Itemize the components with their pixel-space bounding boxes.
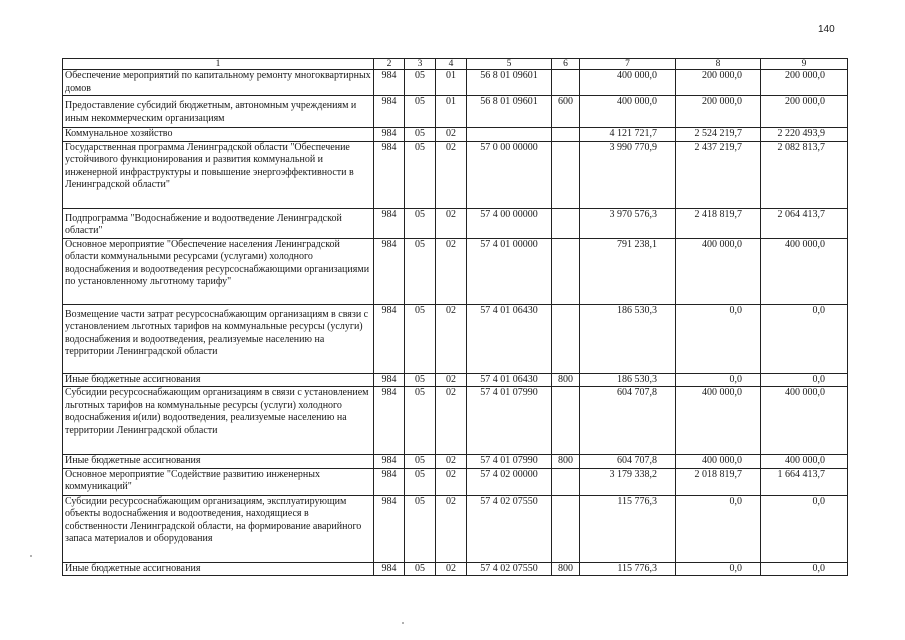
- row-section: 05: [405, 238, 436, 304]
- row-expense-type: [552, 495, 580, 562]
- page-number: 140: [818, 24, 835, 35]
- row-name: Иные бюджетные ассигнования: [63, 373, 374, 387]
- row-amount-9: 2 082 813,7: [761, 141, 848, 208]
- table-row: [63, 387, 848, 455]
- row-amount-9: 0,0: [761, 304, 848, 373]
- row-amount-8: 200 000,0: [676, 96, 761, 128]
- row-subsection: 02: [436, 468, 467, 495]
- row-expense-type: [552, 468, 580, 495]
- row-name: Основное мероприятие "Обеспечение населения Ленинградской области коммунальными ресурсами (услугами) холодного водоснабжения и водоотведения ресурсоснабжающими организациями по установленному льготному тарифу": [63, 238, 374, 304]
- row-expense-type: [552, 238, 580, 304]
- row-amount-8: 0,0: [676, 562, 761, 576]
- row-grbs: 984: [374, 128, 405, 142]
- row-section: 05: [405, 128, 436, 142]
- row-section: 05: [405, 141, 436, 208]
- row-subsection: 02: [436, 373, 467, 387]
- header-col-1: 1: [63, 59, 374, 70]
- header-col-4: 4: [436, 59, 467, 70]
- row-name: Субсидии ресурсоснабжающим организациям в связи с установлением льготных тарифов на коммунальные ресурсы (услуги) холодного водоснабжения и(или) водоотведения, реализуемые населению на территории Ленинградской области: [63, 387, 374, 455]
- row-amount-8: 2 437 219,7: [676, 141, 761, 208]
- row-subsection: 02: [436, 387, 467, 455]
- header-col-2: 2: [374, 59, 405, 70]
- table-row: [63, 468, 848, 495]
- row-section: 05: [405, 455, 436, 469]
- table-row: [63, 304, 848, 373]
- row-amount-7: 400 000,0: [580, 70, 676, 96]
- row-amount-8: 400 000,0: [676, 238, 761, 304]
- header-col-3: 3: [405, 59, 436, 70]
- row-subsection: 02: [436, 238, 467, 304]
- table-row: [63, 208, 848, 238]
- table-row: [63, 495, 848, 562]
- row-amount-8: 400 000,0: [676, 387, 761, 455]
- row-amount-9: 1 664 413,7: [761, 468, 848, 495]
- row-name: Подпрограмма "Водоснабжение и водоотведение Ленинградской области": [63, 208, 374, 238]
- row-subsection: 02: [436, 455, 467, 469]
- row-grbs: 984: [374, 238, 405, 304]
- header-col-6: 6: [552, 59, 580, 70]
- row-name: Предоставление субсидий бюджетным, автономным учреждениям и иным некоммерческим организациям: [63, 96, 374, 128]
- row-section: 05: [405, 495, 436, 562]
- row-subsection: 01: [436, 96, 467, 128]
- row-amount-8: 400 000,0: [676, 455, 761, 469]
- scan-artifact-dot: [30, 555, 32, 557]
- table-row: [63, 455, 848, 469]
- row-target-article: 57 4 02 07550: [467, 562, 552, 576]
- row-grbs: 984: [374, 387, 405, 455]
- row-target-article: [467, 128, 552, 142]
- row-subsection: 02: [436, 128, 467, 142]
- row-subsection: 01: [436, 70, 467, 96]
- row-amount-8: 0,0: [676, 304, 761, 373]
- table-row: [63, 238, 848, 304]
- header-col-8: 8: [676, 59, 761, 70]
- row-subsection: 02: [436, 208, 467, 238]
- header-row: [63, 59, 848, 70]
- row-amount-7: 3 179 338,2: [580, 468, 676, 495]
- table-row: [63, 70, 848, 96]
- row-section: 05: [405, 96, 436, 128]
- row-target-article: 57 4 01 00000: [467, 238, 552, 304]
- row-target-article: 57 4 02 07550: [467, 495, 552, 562]
- row-amount-8: 0,0: [676, 373, 761, 387]
- row-grbs: 984: [374, 373, 405, 387]
- row-amount-7: 186 530,3: [580, 304, 676, 373]
- row-section: 05: [405, 304, 436, 373]
- row-grbs: 984: [374, 208, 405, 238]
- header-col-7: 7: [580, 59, 676, 70]
- row-expense-type: [552, 70, 580, 96]
- row-expense-type: 600: [552, 96, 580, 128]
- row-amount-8: 2 524 219,7: [676, 128, 761, 142]
- row-section: 05: [405, 387, 436, 455]
- row-grbs: 984: [374, 455, 405, 469]
- row-expense-type: 800: [552, 562, 580, 576]
- row-amount-9: 200 000,0: [761, 96, 848, 128]
- row-name: Иные бюджетные ассигнования: [63, 455, 374, 469]
- row-section: 05: [405, 562, 436, 576]
- row-grbs: 984: [374, 468, 405, 495]
- row-amount-7: 115 776,3: [580, 562, 676, 576]
- table-row: [63, 96, 848, 128]
- row-amount-9: 200 000,0: [761, 70, 848, 96]
- row-amount-8: 0,0: [676, 495, 761, 562]
- row-name: Обеспечение мероприятий по капитальному ремонту многоквартирных домов: [63, 70, 374, 96]
- row-section: 05: [405, 468, 436, 495]
- row-grbs: 984: [374, 70, 405, 96]
- row-grbs: 984: [374, 562, 405, 576]
- row-subsection: 02: [436, 562, 467, 576]
- row-name: Субсидии ресурсоснабжающим организациям, эксплуатирующим объекты водоснабжения и водоотведения, находящиеся в собственности Ленинградской области, на формирование аварийного запаса материалов и оборудования: [63, 495, 374, 562]
- row-section: 05: [405, 70, 436, 96]
- row-expense-type: 800: [552, 455, 580, 469]
- row-name: Основное мероприятие "Содействие развитию инженерных коммуникаций": [63, 468, 374, 495]
- row-section: 05: [405, 208, 436, 238]
- row-amount-7: 604 707,8: [580, 387, 676, 455]
- row-grbs: 984: [374, 141, 405, 208]
- row-target-article: 57 4 02 00000: [467, 468, 552, 495]
- row-name: Возмещение части затрат ресурсоснабжающим организациям в связи с установлением льготных тарифов на коммунальные ресурсы (услуги) водоснабжения и водоотведения, реализуемые населению на территории Ленинградской области: [63, 304, 374, 373]
- row-amount-7: 4 121 721,7: [580, 128, 676, 142]
- row-expense-type: [552, 141, 580, 208]
- table-row: [63, 128, 848, 142]
- row-subsection: 02: [436, 495, 467, 562]
- row-target-article: 57 4 01 06430: [467, 373, 552, 387]
- row-name: Коммунальное хозяйство: [63, 128, 374, 142]
- row-amount-9: 400 000,0: [761, 238, 848, 304]
- row-expense-type: [552, 387, 580, 455]
- budget-table: [62, 58, 848, 576]
- row-amount-7: 3 970 576,3: [580, 208, 676, 238]
- row-subsection: 02: [436, 304, 467, 373]
- table-row: [63, 373, 848, 387]
- header-col-9: 9: [761, 59, 848, 70]
- table-row: [63, 562, 848, 576]
- row-expense-type: [552, 208, 580, 238]
- row-amount-9: 0,0: [761, 562, 848, 576]
- scan-artifact-dot: [402, 622, 404, 624]
- row-target-article: 57 0 00 00000: [467, 141, 552, 208]
- row-amount-7: 791 238,1: [580, 238, 676, 304]
- row-amount-8: 2 418 819,7: [676, 208, 761, 238]
- row-amount-7: 186 530,3: [580, 373, 676, 387]
- row-target-article: 56 8 01 09601: [467, 70, 552, 96]
- row-target-article: 57 4 01 07990: [467, 455, 552, 469]
- row-amount-9: 0,0: [761, 495, 848, 562]
- row-amount-9: 2 064 413,7: [761, 208, 848, 238]
- table-row: [63, 141, 848, 208]
- row-amount-9: 2 220 493,9: [761, 128, 848, 142]
- header-col-5: 5: [467, 59, 552, 70]
- row-amount-7: 604 707,8: [580, 455, 676, 469]
- row-section: 05: [405, 373, 436, 387]
- row-grbs: 984: [374, 304, 405, 373]
- row-expense-type: 800: [552, 373, 580, 387]
- row-target-article: 57 4 01 07990: [467, 387, 552, 455]
- row-amount-8: 2 018 819,7: [676, 468, 761, 495]
- row-amount-7: 115 776,3: [580, 495, 676, 562]
- row-grbs: 984: [374, 495, 405, 562]
- row-amount-9: 0,0: [761, 373, 848, 387]
- row-amount-9: 400 000,0: [761, 455, 848, 469]
- row-expense-type: [552, 128, 580, 142]
- row-target-article: 57 4 01 06430: [467, 304, 552, 373]
- row-expense-type: [552, 304, 580, 373]
- row-amount-9: 400 000,0: [761, 387, 848, 455]
- row-amount-8: 200 000,0: [676, 70, 761, 96]
- row-amount-7: 400 000,0: [580, 96, 676, 128]
- row-name: Государственная программа Ленинградской области "Обеспечение устойчивого функционирования и развития коммунальной и инженерной инфраструктуры и повышение энергоэффективности в Ленинградской области": [63, 141, 374, 208]
- row-subsection: 02: [436, 141, 467, 208]
- row-target-article: 57 4 00 00000: [467, 208, 552, 238]
- row-name: Иные бюджетные ассигнования: [63, 562, 374, 576]
- row-amount-7: 3 990 770,9: [580, 141, 676, 208]
- row-target-article: 56 8 01 09601: [467, 96, 552, 128]
- row-grbs: 984: [374, 96, 405, 128]
